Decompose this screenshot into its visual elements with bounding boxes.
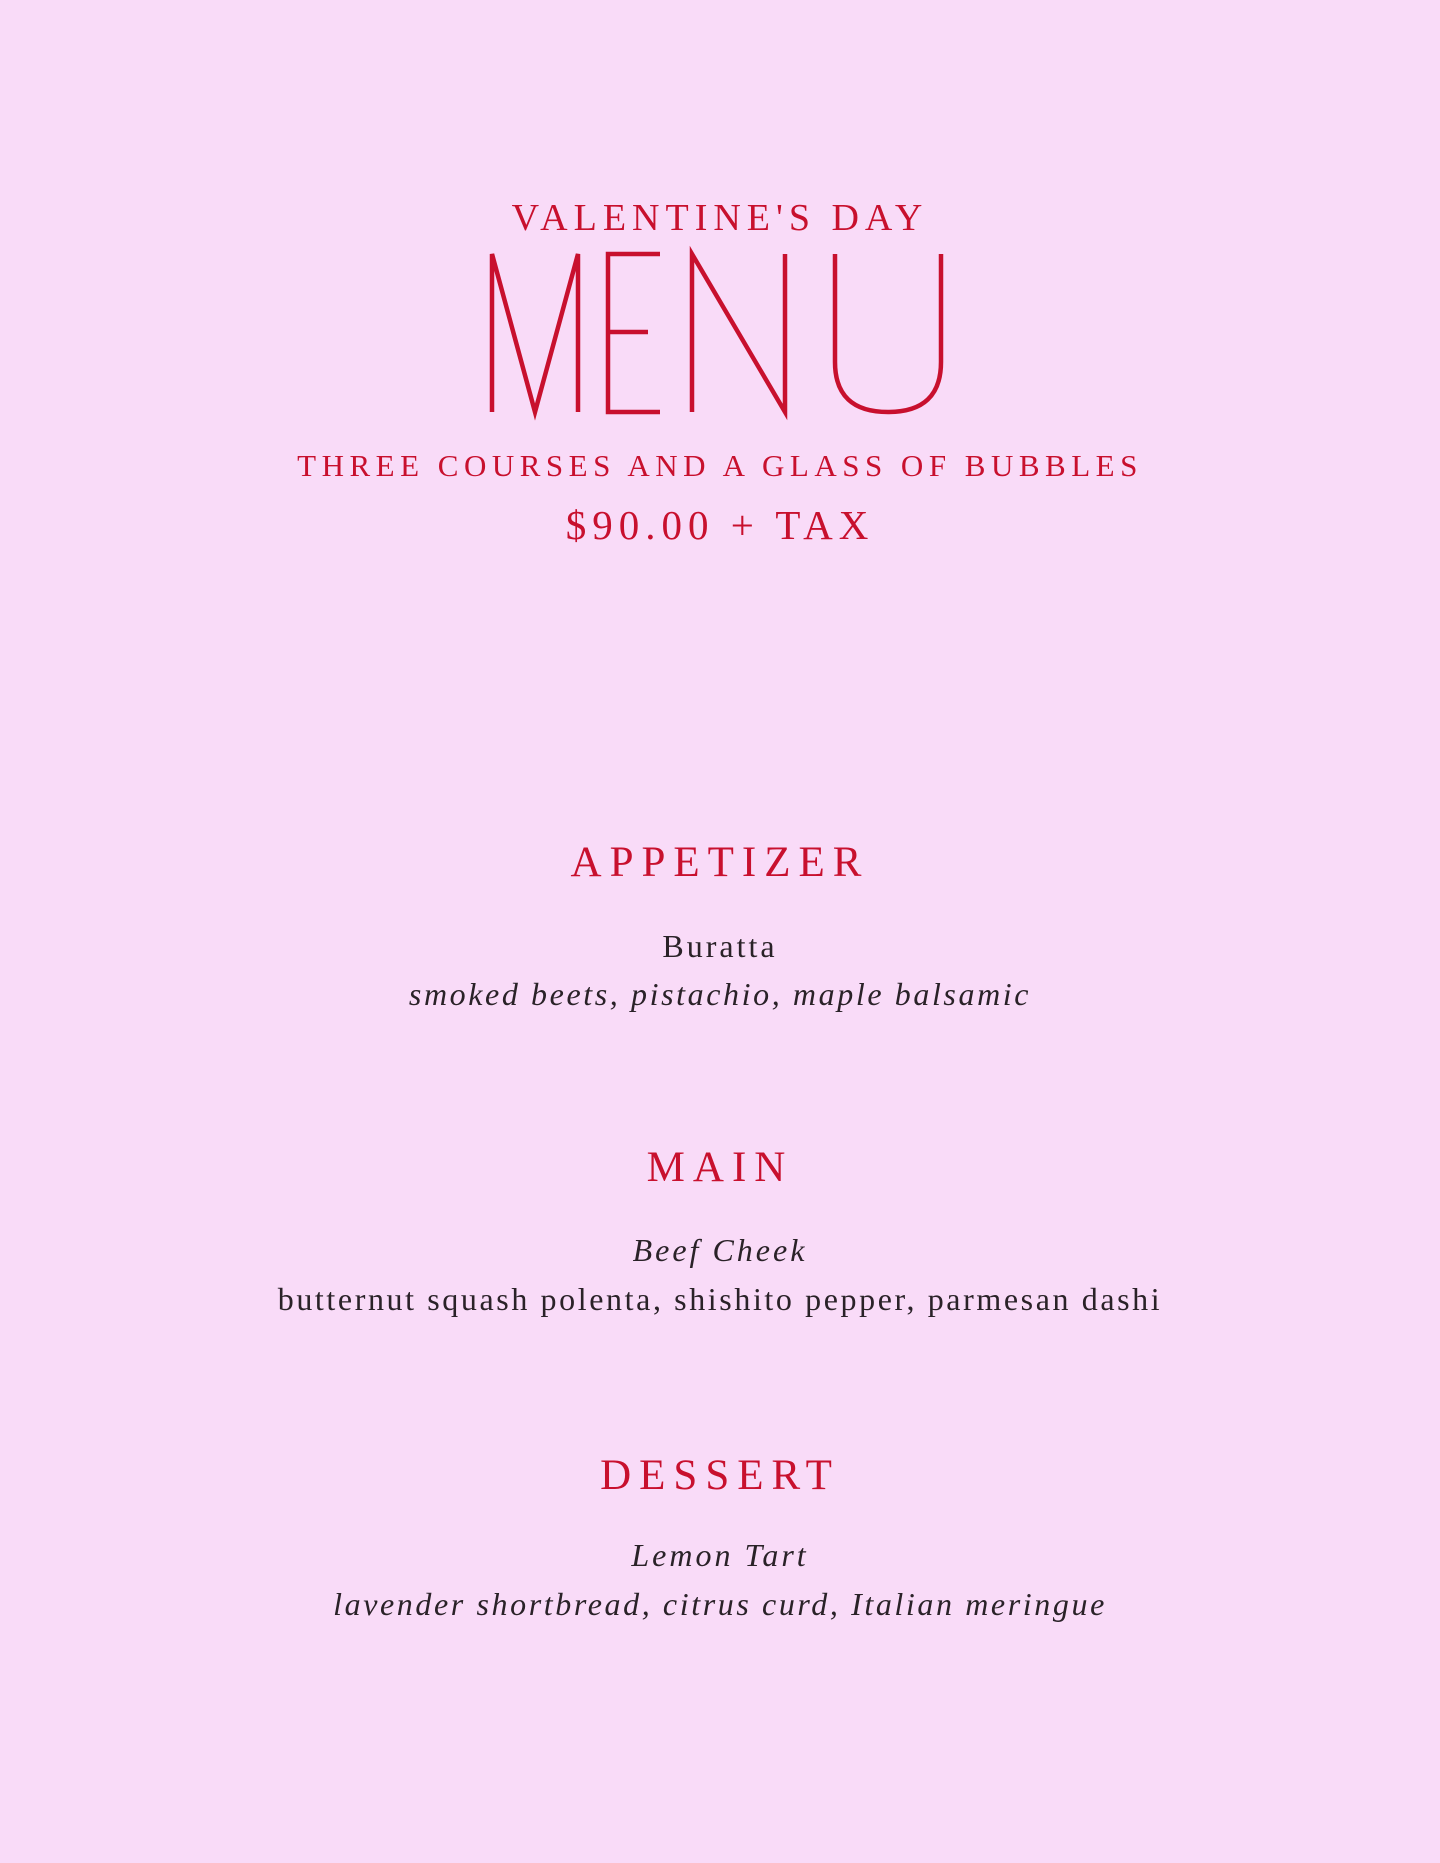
- dish-name-dessert: Lemon Tart: [631, 1537, 809, 1573]
- menu-price: $90.00 + TAX: [565, 502, 875, 548]
- menu-subtitle: THREE COURSES AND A GLASS OF BUBBLES: [297, 448, 1143, 483]
- menu-eyebrow: VALENTINE'S DAY: [511, 197, 929, 239]
- dish-description-appetizer: smoked beets, pistachio, maple balsamic: [408, 976, 1032, 1012]
- section-heading-appetizer: APPETIZER: [570, 839, 870, 886]
- dish-name-main: Beef Cheek: [632, 1232, 808, 1268]
- menu-title-lettering: [480, 236, 960, 422]
- menu-title: [0, 236, 1440, 422]
- dish-description-main: butternut squash polenta, shishito pepper, parmesan dashi: [277, 1281, 1163, 1317]
- dish-name-appetizer: Buratta: [662, 928, 778, 964]
- section-heading-dessert: DESSERT: [600, 1452, 840, 1499]
- section-heading-main: MAIN: [646, 1144, 794, 1191]
- dish-description-dessert: lavender shortbread, citrus curd, Italian meringue: [333, 1586, 1107, 1622]
